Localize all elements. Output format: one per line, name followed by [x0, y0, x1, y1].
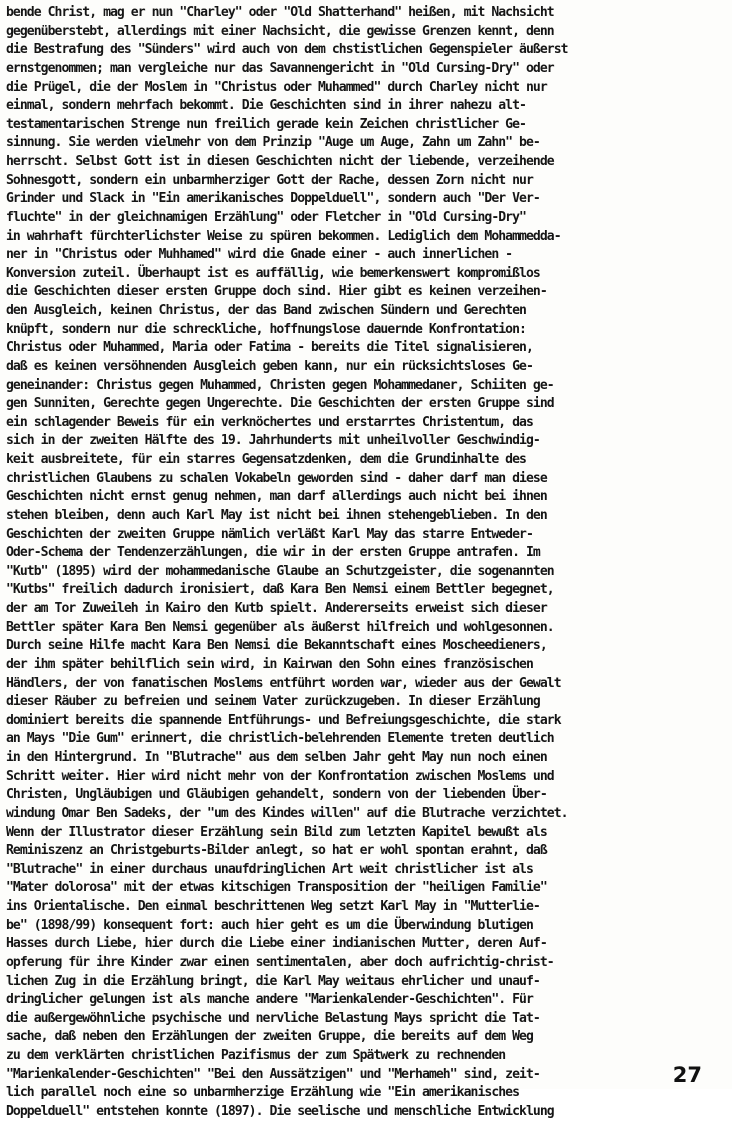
- text-line: sinnung. Sie werden vielmehr von dem Prinzip "Auge um Auge, Zahn um Zahn" be-: [6, 135, 540, 151]
- text-line: Christus oder Muhammed, Maria oder Fatima - bereits die Titel signalisieren,: [6, 340, 533, 356]
- text-line: der ihm später behilflich sein wird, in Kairwan den Sohn eines französischen: [6, 656, 533, 672]
- text-line: sich in der zweiten Hälfte des 19. Jahrhunderts mit unheilvoller Geschwindig-: [6, 433, 540, 449]
- page-number: 27: [672, 1063, 702, 1087]
- text-line: Doppelduell" entstehen konnte (1897). Die seelische und menschliche Entwicklung: [6, 1103, 554, 1119]
- text-line: Schritt weiter. Hier wird nicht mehr von der Konfrontation zwischen Moslems und: [6, 768, 554, 784]
- text-line: Geschichten der zweiten Gruppe nämlich verläßt Karl May das starre Entweder-: [6, 526, 533, 542]
- text-line: Konversion zuteil. Überhaupt ist es auffällig, wie bemerkenswert kompromißlos: [6, 265, 540, 281]
- text-line: ernstgenommen; man vergleiche nur das Savannengericht in "Old Cursing-Dry" oder: [6, 60, 554, 76]
- text-line: dringlicher gelungen ist als manche andere "Marienkalender-Geschichten". Für: [6, 992, 533, 1008]
- text-line: an Mays "Die Gum" erinnert, die christlich-belehrenden Elemente treten deutlich: [6, 731, 554, 747]
- text-line: "Kutb" (1895) wird der mohammedanische Glaube an Schutzgeister, die sogenannten: [6, 563, 554, 579]
- text-line: keit ausbreitete, für ein starres Gegensatzdenken, dem die Grundinhalte des: [6, 452, 526, 467]
- text-line: Grinder und Slack in "Ein amerikanisches Doppelduell", sondern auch "Der Ver-: [6, 191, 540, 207]
- text-line: Sohnesgott, sondern ein unbarmherziger Gott der Rache, dessen Zorn nicht nur: [6, 172, 533, 188]
- text-line: Durch seine Hilfe macht Kara Ben Nemsi die Bekanntschaft eines Moscheedieners,: [6, 638, 547, 654]
- text-line: einmal, sondern mehrfach bekommt. Die Geschichten sind in ihrer nahezu alt-: [6, 98, 526, 114]
- text-line: windung Omar Ben Sadeks, der "um des Kindes willen" auf die Blutrache verzichtet.: [6, 805, 568, 821]
- text-line: ins Orientalische. Den einmal beschrittenen Weg setzt Karl May in "Mutterlie-: [6, 899, 540, 914]
- text-line: lichen Zug in die Erzählung bringt, die Karl May weitaus ehrlicher und unauf-: [6, 973, 540, 989]
- text-line: ner in "Christus oder Muhhamed" wird die Gnade einer - auch innerlichen -: [6, 247, 513, 263]
- text-line: die Prügel, die der Moslem in "Christus oder Muhammed" durch Charley nicht nur: [6, 79, 547, 95]
- text-line: sache, daß neben den Erzählungen der zweiten Gruppe, die bereits auf dem Weg: [6, 1029, 533, 1045]
- text-line: gegenüberstebt, allerdings mit einer Nachsicht, die gewisse Grenzen kennt, denn: [6, 23, 554, 39]
- body-text: [6, 4, 728, 1122]
- text-line: ein schlagender Beweis für ein verknöchertes und erstarrtes Christentum, das: [6, 414, 533, 430]
- text-line: opferung für ihre Kinder zwar einen sentimentalen, aber doch aufrichtig-christ-: [6, 954, 554, 970]
- text-line: die Bestrafung des "Sünders" wird auch von dem chstistlichen Gegenspieler äußerst: [6, 42, 568, 58]
- text-line: "Mater dolorosa" mit der etwas kitschigen Transposition der "heiligen Familie": [6, 880, 547, 896]
- text-line: "Kutbs" freilich dadurch ironisiert, daß Kara Ben Nemsi einem Bettler begegnet,: [6, 582, 554, 598]
- text-line: in wahrhaft fürchterlichster Weise zu spüren bekommen. Lediglich dem Mohammedda-: [6, 228, 561, 244]
- text-line: Christen, Ungläubigen und Gläubigen gehandelt, sondern von der liebenden Über-: [6, 787, 547, 803]
- text-line: fluchte" in der gleichnamigen Erzählung" oder Fletcher in "Old Cursing-Dry": [6, 209, 526, 225]
- text-line: be" (1898/99) konsequent fort: auch hier geht es um die Überwindung blutigen: [6, 917, 533, 933]
- text-line: gen Sunniten, Gerechte gegen Ungerechte. Die Geschichten der ersten Gruppe sind: [6, 396, 554, 412]
- text-line: Bettler später Kara Ben Nemsi gegenüber als äußerst hilfreich und wohlgesonnen.: [6, 619, 554, 635]
- text-line: dominiert bereits die spannende Entführungs- und Befreiungsgeschichte, die stark: [6, 712, 561, 728]
- text-line: zu dem verklärten christlichen Pazifismus der zum Spätwerk zu rechnenden: [6, 1048, 506, 1063]
- text-line: in den Hintergrund. In "Blutrache" aus dem selben Jahr geht May nun noch einen: [6, 750, 547, 765]
- text-line: knüpft, sondern nur die schreckliche, hoffnungslose dauernde Konfrontation:: [6, 321, 526, 337]
- text-line: "Marienkalender-Geschichten" "Bei den Aussätzigen" und "Merhameh" sind, zeit-: [6, 1066, 540, 1082]
- text-line: christlichen Glaubens zu schalen Vokabeln geworden sind - daher darf man diese: [6, 470, 547, 486]
- text-line: Händlers, der von fanatischen Moslems entführt worden war, wieder aus der Gewalt: [6, 675, 561, 691]
- text-line: Geschichten nicht ernst genug nehmen, man darf allerdings auch nicht bei ihnen: [6, 489, 547, 505]
- text-line: Oder-Schema der Tendenzerzählungen, die wir in der ersten Gruppe antrafen. Im: [6, 545, 540, 561]
- text-line: Wenn der Illustrator dieser Erzählung sein Bild zum letzten Kapitel bewußt als: [6, 824, 547, 840]
- text-line: den Ausgleich, keinen Christus, der das Band zwischen Sündern und Gerechten: [6, 303, 526, 318]
- text-line: Reminiszenz an Christgeburts-Bilder anlegt, so hat er wohl spontan erahnt, daß: [6, 843, 547, 859]
- text-line: die außergewöhnliche psychische und nervliche Belastung Mays spricht die Tat-: [6, 1010, 540, 1026]
- text-line: Hasses durch Liebe, hier durch die Liebe einer indianischen Mutter, deren Auf-: [6, 936, 547, 952]
- text-line: bende Christ, mag er nun "Charley" oder "Old Shatterhand" heißen, mit Nachsicht: [6, 5, 554, 20]
- text-line: geneinander: Christus gegen Muhammed, Christen gegen Mohammedaner, Schiiten ge-: [6, 377, 554, 393]
- text-line: dieser Räuber zu befreien und seinem Vater zurückzugeben. In dieser Erzählung: [6, 694, 540, 710]
- text-line: die Geschichten dieser ersten Gruppe doch sind. Hier gibt es keinen verzeihen-: [6, 284, 547, 300]
- text-line: "Blutrache" in einer durchaus unaufdringlichen Art weit christlicher ist als: [6, 861, 533, 877]
- text-line: herrscht. Selbst Gott ist in diesen Geschichten nicht der liebende, verzeihende: [6, 154, 554, 169]
- text-line: testamentarischen Strenge nun freilich gerade kein Zeichen christlicher Ge-: [6, 116, 526, 132]
- text-line: lich parallel noch eine so unbarmherzige Erzählung wie "Ein amerikanisches: [6, 1085, 520, 1101]
- text-line: der am Tor Zuweileh in Kairo den Kutb spielt. Andererseits erweist sich dieser: [6, 601, 547, 616]
- text-line: daß es keinen versöhnenden Ausgleich geben kann, nur ein rücksichtsloses Ge-: [6, 358, 533, 374]
- text-line: stehen bleiben, denn auch Karl May ist nicht bei ihnen stehengeblieben. In den: [6, 507, 547, 523]
